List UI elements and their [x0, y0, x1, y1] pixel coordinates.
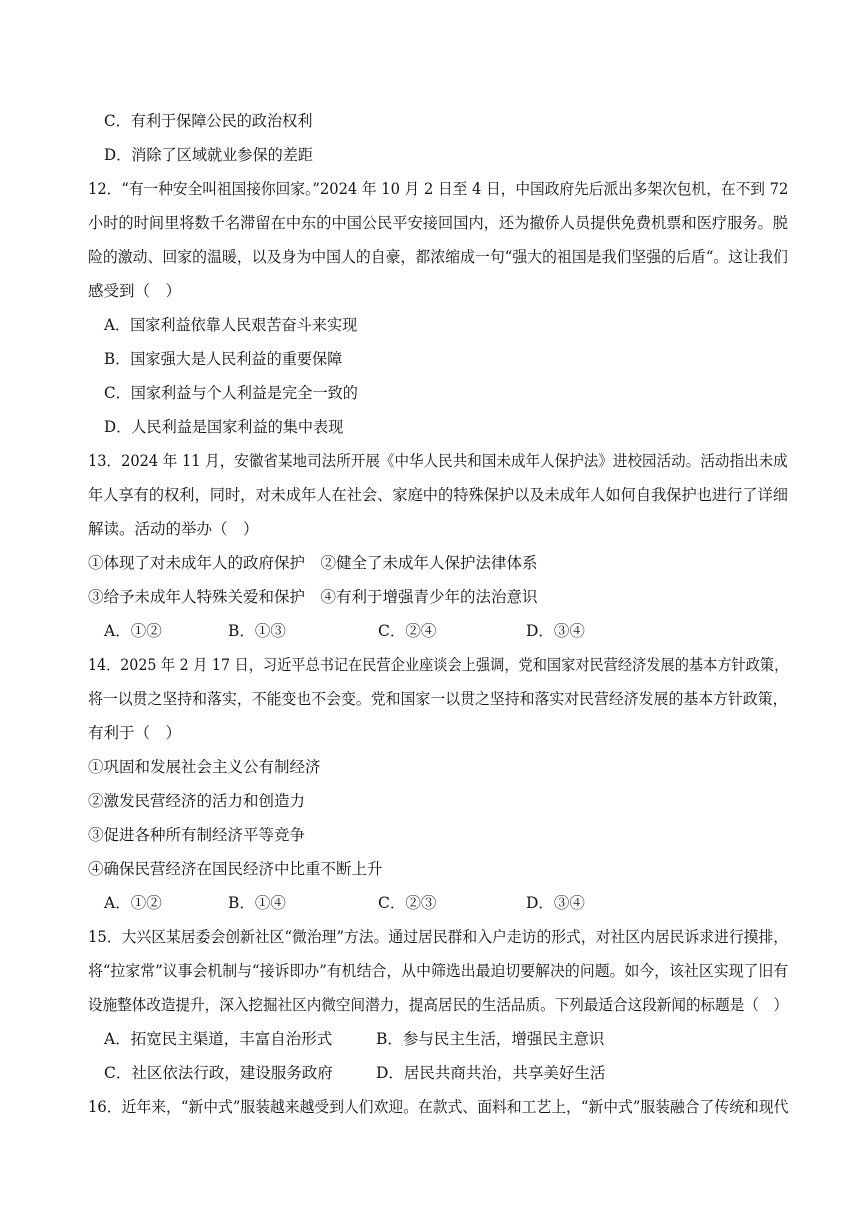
q12-option-c: C．国家利益与个人利益是完全一致的 — [104, 384, 358, 402]
q14-statement-4: ④确保民营经济在国民经济中比重不断上升 — [88, 860, 383, 878]
q16-stem-line-1: 16．近年来，“新中式”服装越来越受到人们欢迎。在款式、面料和工艺上，“新中式”服装融合了传统和现代 — [88, 1098, 789, 1116]
q13-stem-line-3: 解读。活动的举办（ ） — [88, 520, 259, 538]
q14-stem-line-3: 有利于（ ） — [88, 724, 182, 742]
q13-option-d: D．③④ — [526, 622, 585, 640]
q14-option-d: D．③④ — [526, 894, 585, 912]
q14-option-b: B．①④ — [228, 894, 286, 912]
q15-option-c: C．社区依法行政，建设服务政府 — [104, 1064, 333, 1082]
q13-stem-line-2: 年人享有的权利，同时，对未成年人在社会、家庭中的特殊保护以及未成年人如何自我保护也进行了详细 — [88, 486, 789, 504]
q12-stem-line-3: 险的激动、回家的温暖，以及身为中国人的自豪，都浓缩成一句“强大的祖国是我们坚强的后盾“。这让我们 — [88, 248, 788, 266]
q12-stem-line-1: 12．“有一种安全叫祖国接你回家。”2024 年 10 月 2 日至 4 日，中国政府先后派出多架次包机，在不到 72 — [88, 180, 789, 198]
q13-option-c: C．②④ — [378, 622, 437, 640]
q12-stem-line-4: 感受到（ ） — [88, 282, 182, 300]
q15-option-d: D．居民共商共治，共享美好生活 — [376, 1064, 606, 1082]
q15-option-a: A．拓宽民主渠道，丰富自治形式 — [104, 1030, 333, 1048]
q11-option-c: C．有利于保障公民的政治权利 — [104, 112, 313, 130]
q12-option-d: D．人民利益是国家利益的集中表现 — [104, 418, 344, 436]
q14-statement-1: ①巩固和发展社会主义公有制经济 — [88, 758, 321, 776]
q14-option-c: C．②③ — [378, 894, 437, 912]
q13-option-b: B．①③ — [228, 622, 286, 640]
q13-stem-line-1: 13．2024 年 11 月，安徽省某地司法所开展《中华人民共和国未成年人保护法》进校园活动。活动指出未成 — [88, 452, 788, 470]
q12-stem-line-2: 小时的时间里将数千名滞留在中东的中国公民平安接回国内，还为撤侨人员提供免费机票和医疗服务。脱 — [88, 214, 789, 232]
q12-option-b: B．国家强大是人民利益的重要保障 — [104, 350, 343, 368]
q13-option-a: A．①② — [104, 622, 162, 640]
q15-stem-line-1: 15．大兴区某居委会创新社区“微治理”方法。通过居民群和入户走访的形式，对社区内居民诉求进行摸排， — [88, 928, 789, 946]
q14-stem-line-1: 14．2025 年 2 月 17 日，习近平总书记在民营企业座谈会上强调，党和国家对民营经济发展的基本方针政策， — [88, 656, 789, 674]
q15-stem-line-2: 将“拉家常”议事会机制与“接诉即办”有机结合，从中筛选出最迫切要解决的问题。如今，该社区实现了旧有 — [88, 962, 789, 980]
q15-stem-line-3: 设施整体改造提升，深入挖掘社区内微空间潜力，提高居民的生活品质。下列最适合这段新闻的标题是（ ） — [88, 996, 789, 1014]
q11-option-d: D．消除了区域就业参保的差距 — [104, 146, 314, 164]
q14-statement-3: ③促进各种所有制经济平等竞争 — [88, 826, 306, 844]
q13-statements-line-1: ①体现了对未成年人的政府保护 ②健全了未成年人保护法律体系 — [88, 554, 538, 572]
q12-option-a: A．国家利益依靠人民艰苦奋斗来实现 — [104, 316, 358, 334]
q14-option-a: A．①② — [104, 894, 162, 912]
q14-stem-line-2: 将一以贯之坚持和落实，不能变也不会变。党和国家一以贯之坚持和落实对民营经济发展的基本方针政策， — [88, 690, 788, 708]
q15-option-b: B．参与民主生活，增强民主意识 — [376, 1030, 605, 1048]
q13-statements-line-2: ③给予未成年人特殊关爱和保护 ④有利于增强青少年的法治意识 — [88, 588, 538, 606]
q14-statement-2: ②激发民营经济的活力和创造力 — [88, 792, 306, 810]
